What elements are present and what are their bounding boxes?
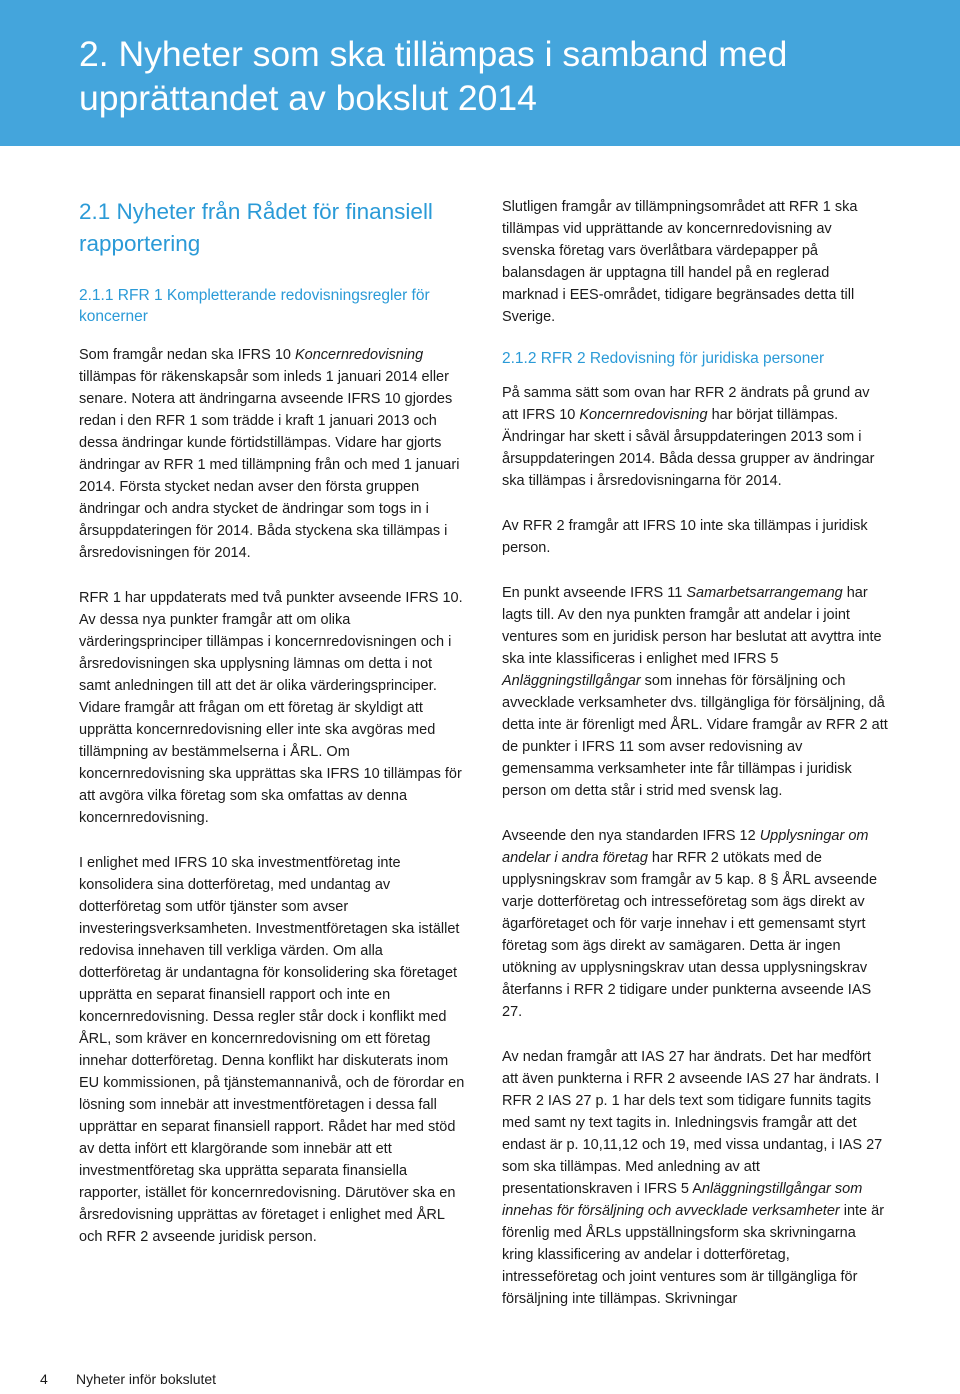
paragraph: I enlighet med IFRS 10 ska investmentföretag inte konsolidera sina dotterföretag, med undantag av dotterföretag som utför tjänster som avser investeringsverksamheten. Investmentföretagen ska istället redovisa innehaven till verkliga värden. Om alla dotterföretag är undantagna för konsolidering ska företaget upprätta en separat finansiell rapport och inte en koncernredovisning. Dessa regler står dock i konflikt med ÅRL, som kräver en koncernredovisning om ett företag innehar dotterföretag. Denna konflikt har diskuterats inom EU kommissionen, på tjänstemannanivå, och de förordar en lösning som innebär att investmentföretagen i dessa fall upprättar en separat finansiell rapport. Rådet har med stöd av detta infört ett klargörande som innebär att ett investmentföretag ska upprätta separata finansiella rapporter, istället för koncernredovisning. Därutöver ska en årsredovisning upprättas av företaget i enlighet med ÅRL och RFR 2 avseende juridisk person.	[79, 855, 465, 1245]
page-title: 2. Nyheter som ska tillämpas i samband med upprättandet av bokslut 2014	[79, 34, 788, 118]
section-heading: 2.1 Nyheter från Rådet för finansiell rapportering	[79, 199, 433, 256]
page-number: 4	[40, 1371, 48, 1387]
paragraph: Som framgår nedan ska IFRS 10 Koncernredovisning tillämpas för räkenskapsår som inleds 1 januari 2014 eller senare. Notera att ändringarna avseende IFRS 10 gjordes redan i den RFR 1 som trädde i kraft 1 januari 2013 och dessa ändringar kunde förtidstillämpas. Vidare har gjorts ändringar av RFR 1 med tillämpning från och med 1 januari 2014. Första stycket nedan avser den första gruppen ändringar och andra stycket de ändringar som togs in i årsuppdateringen för 2014. Båda styckena ska tillämpas i årsredovisningen för 2014.	[79, 347, 460, 561]
paragraph: RFR 1 har uppdaterats med två punkter avseende IFRS 10. Av dessa nya punkter framgår att om olika värderingsprinciper tillämpas i koncernredovisningen och i årsredovisningen ska upplysning lämnas om detta i not samt anledningen till att det är olika värderingsprinciper. Vidare framgår att frågan om ett företag är skyldigt att upprätta koncernredovisning eller inte ska avgöras med tillämpning av bestämmelserna i ÅRL. Om koncernredovisning ska upprättas ska IFRS 10 tillämpas för att avgöra vilka företag som ska omfattas av denna koncernredovisning.	[79, 590, 463, 826]
paragraph: Avseende den nya standarden IFRS 12 Upplysningar om andelar i andra företag har RFR 2 utökats med de upplysningskrav som framgår av 5 kap. 8 § ÅRL avseende varje dotterföretag och intresseföretag som ägs direkt av ägarföretaget och för varje innehav i ett gemensamt styrt företag som ägs direkt av samägaren. Detta är ingen utökning av upplysningskrav utan dessa upplysningskrav återfanns i RFR 2 tidigare under punkterna avseende IAS 27.	[502, 827, 878, 1020]
right-column	[502, 196, 888, 1327]
subsection-heading-rfr1: 2.1.1 RFR 1 Kompletterande redovisningsregler för koncerner	[79, 287, 430, 325]
footer-title: Nyheter inför bokslutet	[76, 1371, 217, 1387]
paragraph: Av nedan framgår att IAS 27 har ändrats. Det har medfört att även punkterna i RFR 2 avseende IAS 27 har ändrats. I RFR 2 IAS 27 p. 1 har dels text som tidigare funnits tagits med samt ny text tagits in. Inledningsvis framgår att det endast är p. 10,11,12 och 19, med vissa undantag, i IAS 27 som ska tillämpas. Med anledning av att presentationskraven i IFRS 5 Anläggningstillgångar som innehas för försäljning och avvecklade verksamheter inte är förenlig med ÅRLs uppställningsform ska skrivningarna kring klassificering av andelar i dotterföretag, intresseföretag och joint ventures som är tillgängliga för försäljning inte tillämpas. Skrivningar	[502, 1048, 885, 1307]
title-banner	[0, 0, 960, 146]
subsection-heading-rfr2: 2.1.2 RFR 2 Redovisning för juridiska personer	[502, 350, 825, 367]
paragraph: På samma sätt som ovan har RFR 2 ändrats på grund av att IFRS 10 Koncernredovisning har börjat tillämpas. Ändringar har skett i såväl årsuppdateringen 2013 som i årsuppdateringen 2014. Båda dessa grupper av ändringar ska tillämpas i årsredovisningarna för 2014.	[502, 384, 875, 489]
paragraph: En punkt avseende IFRS 11 Samarbetsarrangemang har lagts till. Av den nya punkten framgår att andelar i joint ventures som en juridisk person har beslutat att avyttra inte ska inte klassificeras i enlighet med IFRS 5 Anläggningstillgångar som innehas för försäljning och avvecklade verksamheter dvs. tillgängliga för försäljning, då detta inte är förenligt med ÅRL. Vidare framgår av RFR 2 att de punkter i IFRS 11 som avser redovisning av gemensamma verksamheter inte får tillämpas i juridisk person om detta står i strid med svensk lag.	[502, 584, 888, 799]
page-footer	[40, 1370, 216, 1388]
left-column	[79, 196, 465, 1265]
paragraph: Slutligen framgår av tillämpningsområdet att RFR 1 ska tillämpas vid upprättande av koncernredovisning av svenska företag vars överlåtbara värdepapper på balansdagen är upptagna till handel på en reglerad marknad i EES-området, tidigare begränsades detta till Sverige.	[502, 199, 858, 325]
paragraph: Av RFR 2 framgår att IFRS 10 inte ska tillämpas i juridisk person.	[502, 517, 868, 556]
